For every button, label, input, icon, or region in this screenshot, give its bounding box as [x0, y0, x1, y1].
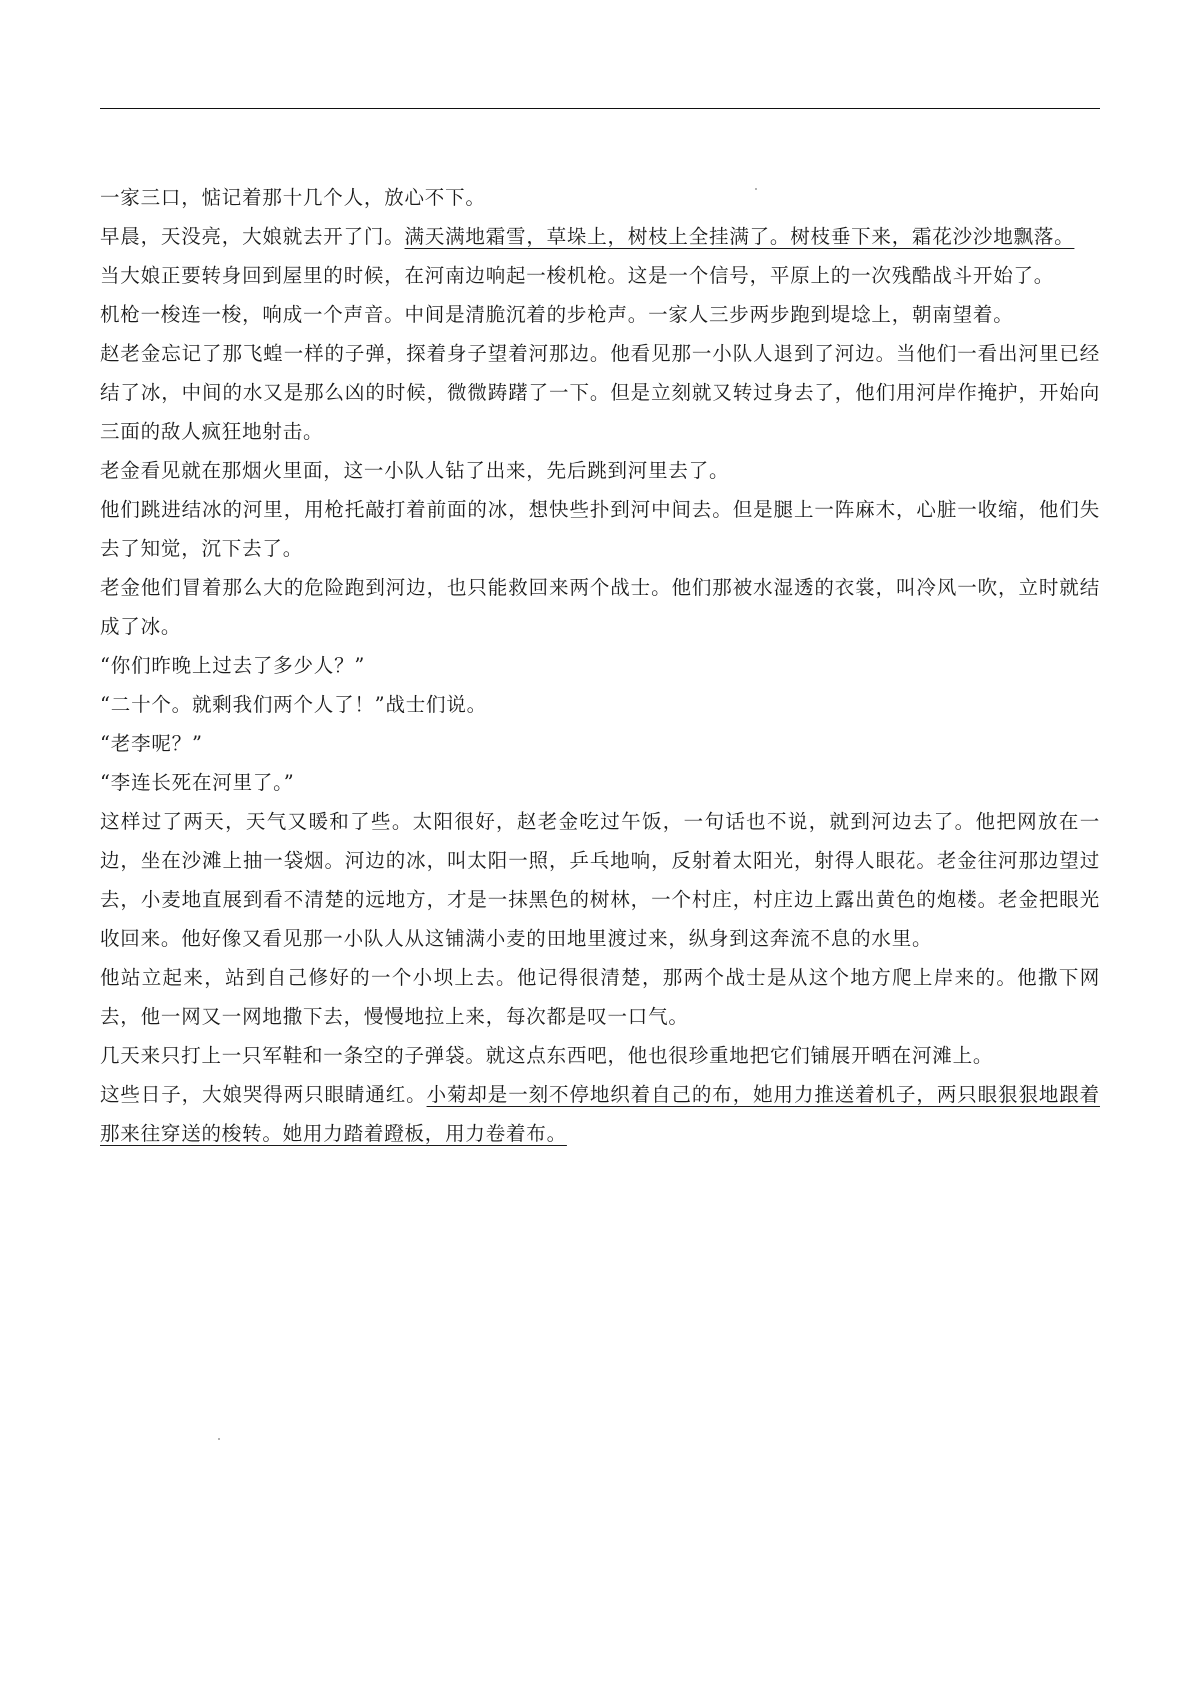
paragraph: [100, 334, 1100, 451]
paragraph: [100, 724, 1100, 763]
paragraph: [100, 451, 1100, 490]
text-segment: 赵老金忘记了那飞蝗一样的子弹，探着身子望着河那边。他看见那一小队人退到了河边。当他们一看出河里已经结了冰，中间的水又是那么凶的时候，微微踌躇了一下。但是立刻就又转过身去了，他们用河岸作掩护，开始向三面的敌人疯狂地射击。: [100, 342, 1100, 443]
text-segment: 当大娘正要转身回到屋里的时候，在河南边响起一梭机枪。这是一个信号，平原上的一次残酷战斗开始了。: [100, 264, 1055, 287]
paragraph: [100, 763, 1100, 802]
text-segment: 一家三口，惦记着那十几个人，放心不下。: [100, 186, 486, 209]
text-segment: 老金看见就在那烟火里面，这一小队人钻了出来，先后跳到河里去了。: [100, 459, 730, 482]
paragraph: [100, 178, 1100, 217]
body-text: [100, 178, 1100, 1153]
paragraph: [100, 646, 1100, 685]
text-segment: 他们跳进结冰的河里，用枪托敲打着前面的冰，想快些扑到河中间去。但是腿上一阵麻木，心脏一收缩，他们失去了知觉，沉下去了。: [100, 498, 1100, 560]
paragraph: [100, 1036, 1100, 1075]
text-segment: “李连长死在河里了。”: [100, 771, 295, 794]
scan-speck: [218, 1438, 220, 1440]
paragraph: [100, 217, 1100, 256]
text-segment: 老金他们冒着那么大的危险跑到河边，也只能救回来两个战士。他们那被水湿透的衣裳，叫冷风一吹，立时就结成了冰。: [100, 576, 1100, 638]
text-segment: “二十个。就剩我们两个人了！”战士们说。: [100, 693, 487, 716]
paragraph: [100, 256, 1100, 295]
paragraph: [100, 685, 1100, 724]
paragraph: [100, 802, 1100, 958]
paragraph: [100, 568, 1100, 646]
paragraph: [100, 1075, 1100, 1153]
paragraph: [100, 295, 1100, 334]
paragraph: [100, 958, 1100, 1036]
underlined-text: 小菊却是一刻不停地织着自己的布，她用力推送着机子，两只眼狠狠地跟着那来往穿送的梭转。她用力踏着蹬板，用力卷着布。: [100, 1083, 1100, 1145]
text-segment: 这些日子，大娘哭得两只眼睛通红。: [100, 1083, 427, 1106]
header-rule: [100, 108, 1100, 109]
text-segment: 早晨，天没亮，大娘就去开了门。: [100, 225, 405, 248]
text-segment: “老李呢？”: [100, 732, 203, 755]
text-segment: 机枪一梭连一梭，响成一个声音。中间是清脆沉着的步枪声。一家人三步两步跑到堤埝上，朝南望着。: [100, 303, 1014, 326]
paragraph: [100, 490, 1100, 568]
text-segment: 这样过了两天，天气又暖和了些。太阳很好，赵老金吃过午饭，一句话也不说，就到河边去了。他把网放在一边，坐在沙滩上抽一袋烟。河边的冰，叫太阳一照，乒乓地响，反射着太阳光，射得人眼花。老金往河那边望过去，小麦地直展到看不清楚的远地方，才是一抹黑色的树林，一个村庄，村庄边上露出黄色的炮楼。老金把眼光收回来。他好像又看见那一小队人从这铺满小麦的田地里渡过来，纵身到这奔流不息的水里。: [100, 810, 1100, 950]
underlined-text: 满天满地霜雪，草垛上，树枝上全挂满了。树枝垂下来，霜花沙沙地飘落。: [404, 225, 1075, 248]
text-segment: “你们昨晚上过去了多少人？”: [100, 654, 366, 677]
text-segment: 几天来只打上一只军鞋和一条空的子弹袋。就这点东西吧，他也很珍重地把它们铺展开晒在河滩上。: [100, 1044, 994, 1067]
text-segment: 他站立起来，站到自己修好的一个小坝上去。他记得很清楚，那两个战士是从这个地方爬上岸来的。他撒下网去，他一网又一网地撒下去，慢慢地拉上来，每次都是叹一口气。: [100, 966, 1100, 1028]
